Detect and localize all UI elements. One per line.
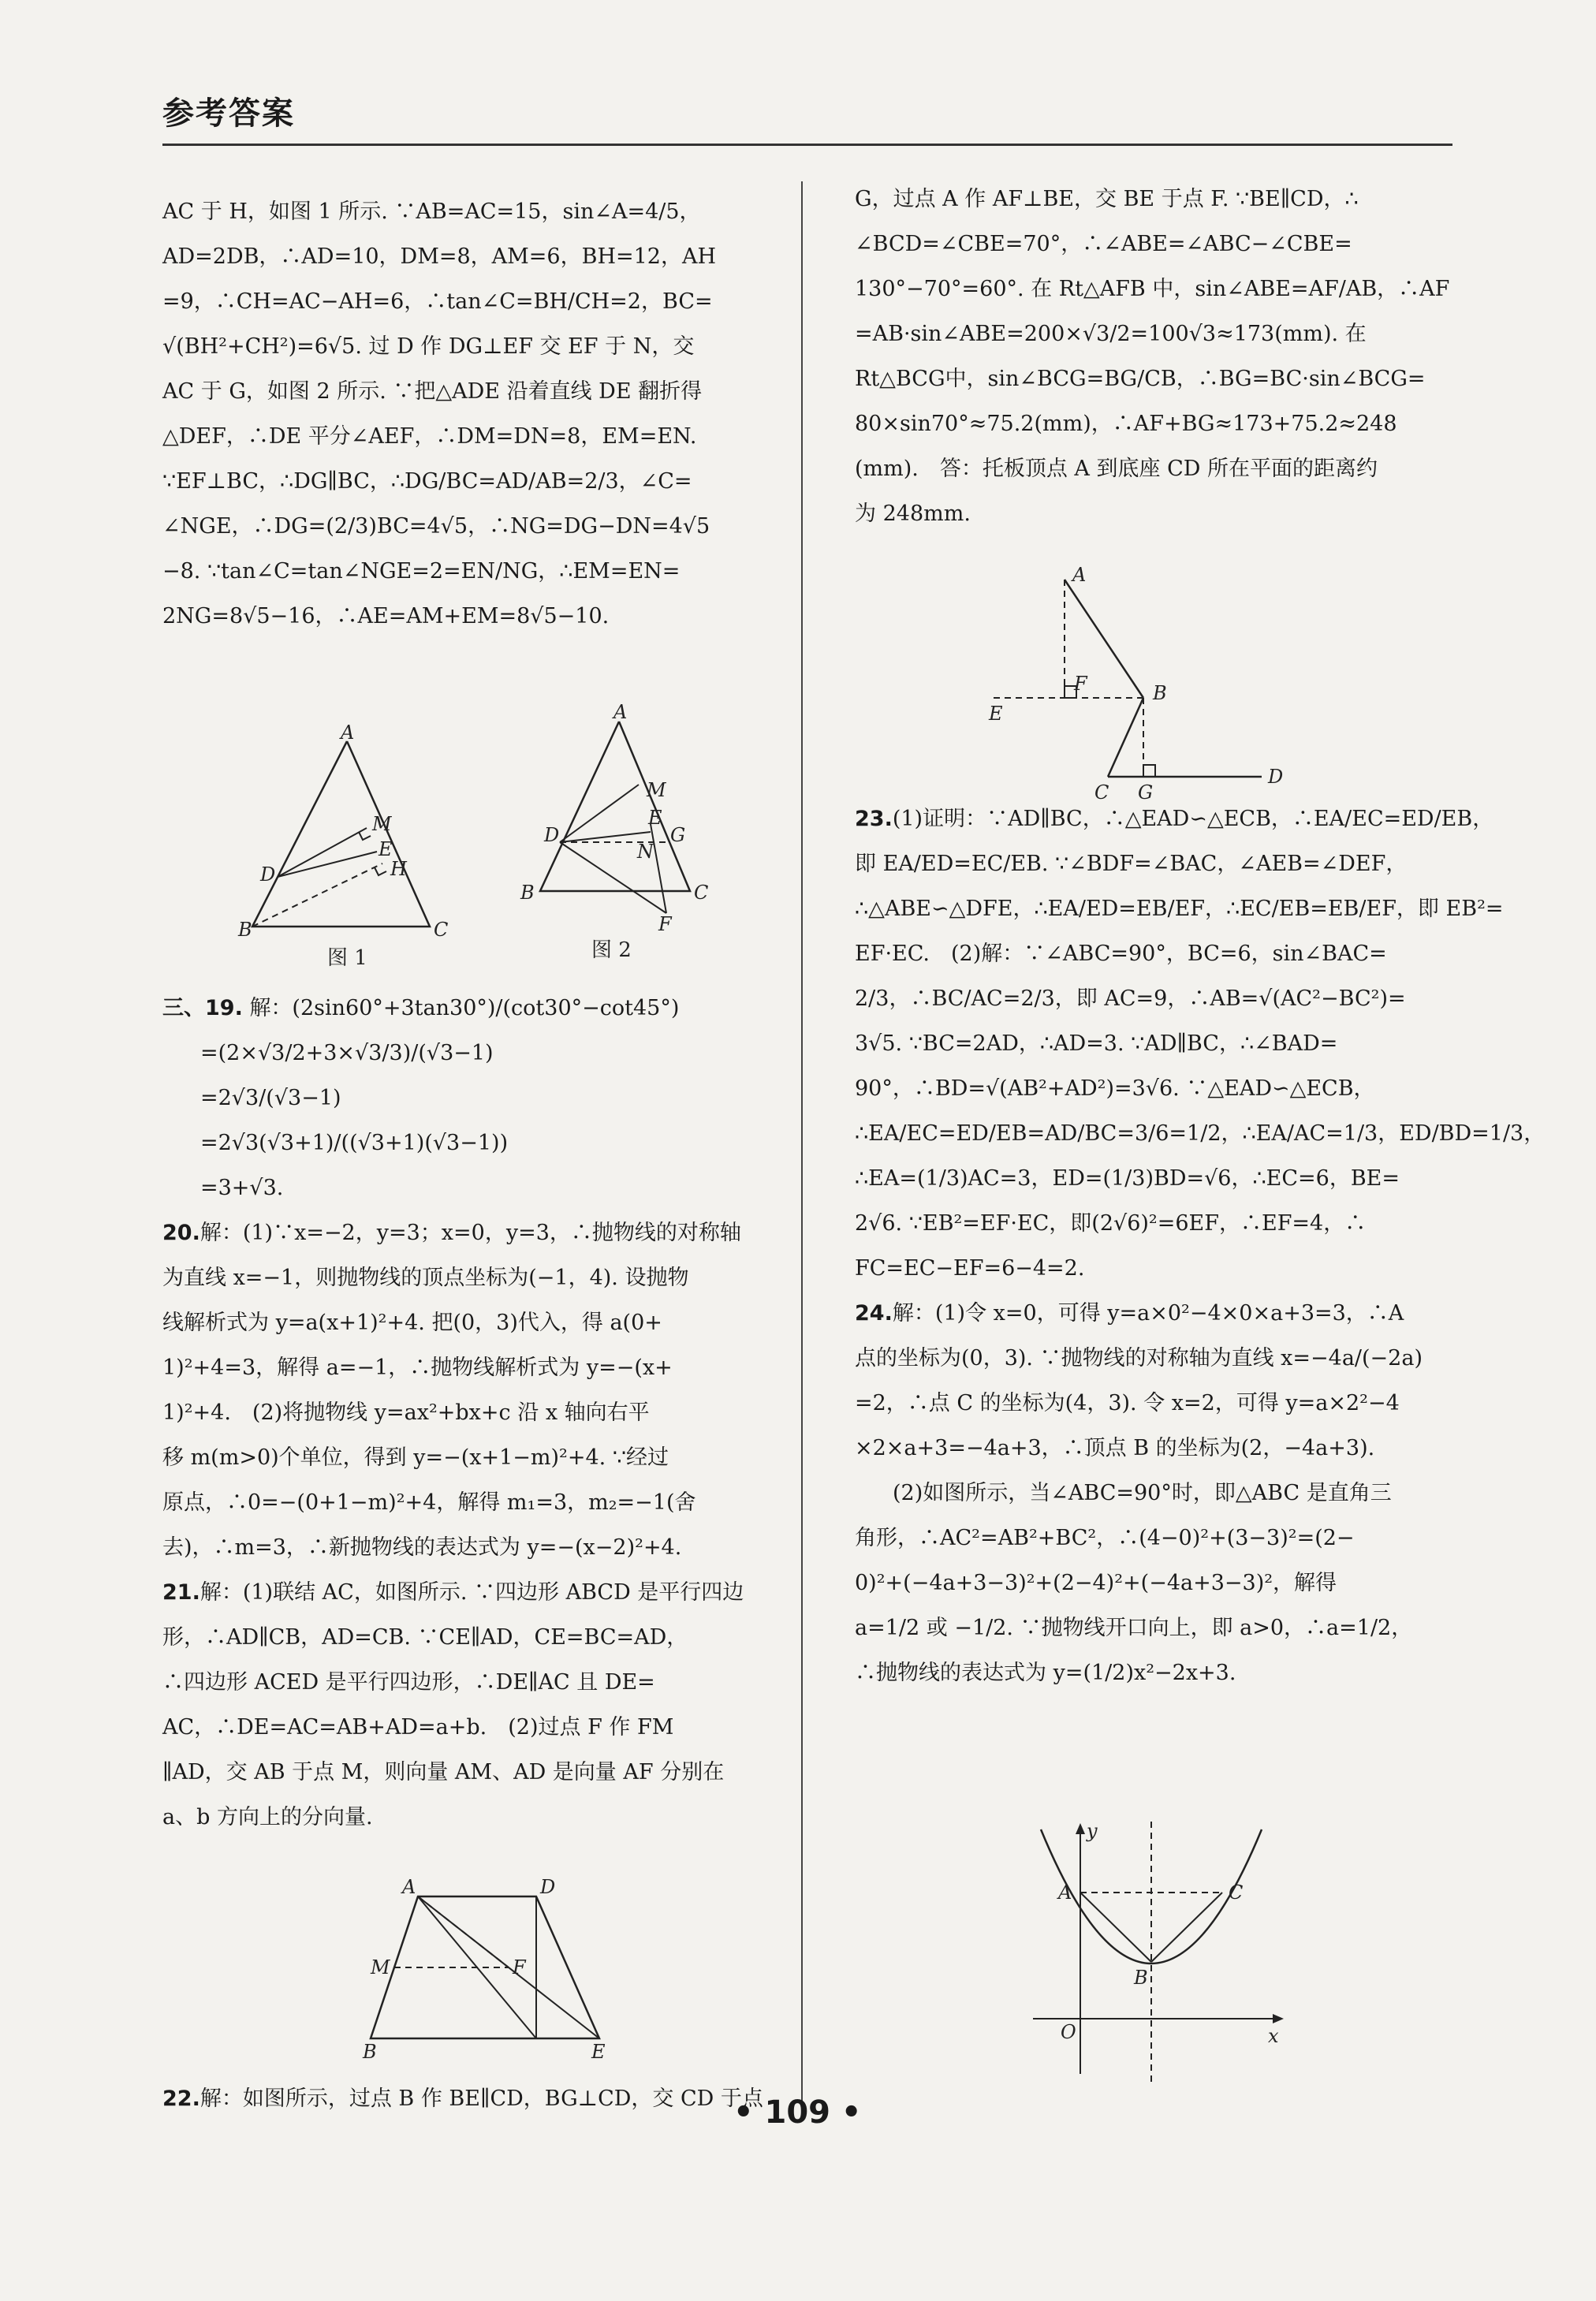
text-line: −8. ∵tan∠C=tan∠NGE=2=EN/NG，∴EM=EN=	[162, 559, 681, 584]
text-line: 为直线 x=−1，则抛物线的顶点坐标为(−1，4). 设抛物	[162, 1266, 689, 1290]
text-line: 角形，∴AC²=AB²+BC²，∴(4−0)²+(3−3)²=(2−	[855, 1526, 1355, 1550]
text-line: 线解析式为 y=a(x+1)²+4. 把(0，3)代入，得 a(0+	[162, 1311, 662, 1335]
text-line: 130°−70°=60°. 在 Rt△AFB 中，sin∠ABE=AF/AB，∴AF	[855, 277, 1450, 301]
fig2-label: F	[658, 913, 672, 935]
text-line: FC=EC−EF=6−4=2.	[855, 1256, 1085, 1281]
text-line: (mm). 答：托板顶点 A 到底座 CD 所在平面的距离约	[855, 457, 1378, 481]
text-line: 为 248mm.	[855, 502, 971, 526]
text-line: 80×sin70°≈75.2(mm)，∴AF+BG≈173+75.2≈248	[855, 412, 1397, 436]
text-line: △DEF，∴DE 平分∠AEF，∴DM=DN=8，EM=EN.	[162, 424, 697, 449]
left-column	[162, 189, 793, 2121]
fig24-label: O	[1061, 2021, 1076, 2043]
text-line: G，过点 A 作 AF⊥BE，交 BE 于点 F. ∵BE∥CD，∴	[855, 187, 1359, 211]
text-line: 1)²+4=3，解得 a=−1，∴抛物线解析式为 y=−(x+	[162, 1356, 673, 1380]
text-line: 0)²+(−4a+3−3)²+(2−4)²+(−4a+3−3)²，解得	[855, 1571, 1337, 1595]
fig2-label: E	[648, 807, 662, 829]
fig2-label: D	[544, 824, 560, 846]
figure-2	[513, 701, 733, 962]
fig24-label: B	[1134, 1967, 1148, 1989]
question-number: 24.	[855, 1301, 893, 1326]
text-line: =2√3(√3+1)/((√3+1)(√3−1))	[200, 1131, 509, 1155]
fig1-caption: 图 1	[327, 946, 367, 970]
fig2-label: G	[670, 824, 686, 846]
text-line: ×2×a+3=−4a+3，∴顶点 B 的坐标为(2，−4a+3).	[855, 1436, 1375, 1460]
text-line: =2√3/(√3−1)	[200, 1086, 341, 1110]
figure-21	[355, 1876, 639, 2063]
text-line: AC 于 H，如图 1 所示. ∵AB=AC=15，sin∠A=4/5，	[162, 200, 701, 224]
fig21-label: A	[402, 1876, 416, 1898]
text-line: a、b 方向上的分向量.	[162, 1805, 373, 1829]
fig2-caption: 图 2	[591, 938, 632, 962]
fig21-label: E	[591, 2041, 606, 2063]
fig1-label: M	[372, 813, 392, 835]
text-line: ∴抛物线的表达式为 y=(1/2)x²−2x+3.	[855, 1661, 1236, 1685]
right-column	[855, 177, 1546, 1695]
text-line: 解：(1)令 x=0，可得 y=a×0²−4×0×a+3=3，∴A	[892, 1301, 1404, 1326]
text-line: ∵EF⊥BC，∴DG∥BC，∴DG/BC=AD/AB=2/3，∠C=	[162, 469, 692, 494]
question-number: 23.	[855, 807, 893, 831]
fig24-label: C	[1229, 1881, 1244, 1904]
fig1-label: H	[390, 858, 407, 880]
text-line: ∴四边形 ACED 是平行四边形，∴DE∥AC 且 DE=	[162, 1670, 655, 1695]
fig22-label: F	[1074, 673, 1087, 695]
text-line: AD=2DB，∴AD=10，DM=8，AM=6，BH=12，AH	[162, 244, 717, 269]
text-line: 2/3，∴BC/AC=2/3，即 AC=9，∴AB=√(AC²−BC²)=	[855, 986, 1406, 1011]
text-line: =(2×√3/2+3×√3/3)/(√3−1)	[200, 1041, 494, 1065]
fig2-label: M	[647, 779, 666, 801]
fig24-label: x	[1268, 2025, 1279, 2047]
column-divider	[801, 181, 803, 2121]
fig1-label: A	[341, 722, 355, 744]
text-line: 解：如图所示，过点 B 作 BE∥CD，BG⊥CD，交 CD 于点	[200, 2087, 763, 2111]
fig2-label: N	[637, 841, 654, 863]
fig2-label: B	[520, 882, 535, 904]
text-line: 解：(1)联结 AC，如图所示. ∵四边形 ABCD 是平行四边	[200, 1580, 744, 1605]
fig1-label: E	[378, 838, 393, 860]
fig21-label: B	[363, 2041, 377, 2063]
fig22-label: A	[1072, 564, 1087, 586]
question-number: 22.	[162, 2087, 200, 2111]
header-rule	[162, 144, 1452, 146]
text-line: =9，∴CH=AC−AH=6，∴tan∠C=BH/CH=2，BC=	[162, 289, 713, 314]
text-line: 解：(1)∵x=−2，y=3；x=0，y=3，∴抛物线的对称轴	[200, 1221, 741, 1245]
fig21-label: F	[513, 1956, 526, 1978]
text-line: Rt△BCG中，sin∠BCG=BG/CB，∴BG=BC·sin∠BCG=	[855, 367, 1426, 391]
fig22-label: G	[1138, 781, 1154, 804]
text-line: ∴△ABE∽△DFE，∴EA/ED=EB/EF，∴EC/EB=EB/EF，即 EB²=	[855, 897, 1504, 921]
text-line: =2，∴点 C 的坐标为(4，3). 令 x=2，可得 y=a×2²−4	[855, 1391, 1400, 1415]
fig22-label: E	[989, 703, 1003, 725]
text-line: 2√6. ∵EB²=EF·EC，即(2√6)²=6EF，∴EF=4，∴	[855, 1211, 1367, 1236]
text-line: 3√5. ∵BC=2AD，∴AD=3. ∵AD∥BC，∴∠BAD=	[855, 1031, 1338, 1056]
text-line: (1)证明：∵AD∥BC，∴△EAD∽△ECB，∴EA/EC=ED/EB，	[892, 807, 1494, 831]
text-line: ∴EA/EC=ED/EB=AD/BC=3/6=1/2，∴EA/AC=1/3，ED/BD=1/3，	[855, 1121, 1546, 1146]
fig21-label: D	[540, 1876, 556, 1898]
text-line: =AB·sin∠ABE=200×√3/2=100√3≈173(mm). 在	[855, 322, 1367, 346]
text-line: 去)，∴m=3，∴新抛物线的表达式为 y=−(x−2)²+4.	[162, 1535, 682, 1560]
figure-1	[237, 722, 473, 970]
fig2-label: C	[694, 882, 709, 904]
fig22-label: B	[1153, 682, 1167, 704]
header-title: 参考答案	[162, 95, 295, 132]
text-line: a=1/2 或 −1/2. ∵抛物线开口向上，即 a>0，∴a=1/2，	[855, 1616, 1413, 1640]
fig22-label: D	[1268, 766, 1284, 788]
question-number: 20.	[162, 1221, 200, 1245]
text-line: 2NG=8√5−16，∴AE=AM+EM=8√5−10.	[162, 604, 610, 628]
fig22-label: C	[1094, 781, 1109, 804]
text-line: 移 m(m>0)个单位，得到 y=−(x+1−m)²+4. ∵经过	[162, 1445, 669, 1470]
question-number: 21.	[162, 1580, 200, 1605]
fig1-label: C	[434, 919, 449, 941]
text-line: 原点，∴0=−(0+1−m)²+4，解得 m₁=3，m₂=−1(舍	[162, 1490, 696, 1515]
text-line: AC 于 G，如图 2 所示. ∵把△ADE 沿着直线 DE 翻折得	[162, 379, 703, 404]
fig24-label: y	[1087, 1820, 1098, 1842]
text-line: 即 EA/ED=EC/EB. ∵∠BDF=∠BAC，∠AEB=∠DEF，	[855, 852, 1408, 876]
text-line: 点的坐标为(0，3). ∵抛物线的对称轴为直线 x=−4a/(−2a)	[855, 1346, 1423, 1371]
text-line: 90°，∴BD=√(AB²+AD²)=3√6. ∵△EAD∽△ECB，	[855, 1076, 1375, 1101]
figure-24	[1017, 1814, 1301, 2090]
text-line: 形，∴AD∥CB，AD=CB. ∵CE∥AD，CE=BC=AD，	[162, 1625, 688, 1650]
fig21-label: M	[371, 1956, 390, 1978]
text-line: EF·EC. (2)解：∵∠ABC=90°，BC=6，sin∠BAC=	[855, 942, 1387, 966]
text-line: ∥AD，交 AB 于点 M，则向量 AM、AD 是向量 AF 分别在	[162, 1760, 725, 1784]
text-line: (2)如图所示，当∠ABC=90°时，即△ABC 是直角三	[893, 1481, 1392, 1505]
text-line: 解：(2sin60°+3tan30°)/(cot30°−cot45°)	[249, 996, 680, 1020]
fig1-label: D	[260, 863, 276, 886]
text-line: √(BH²+CH²)=6√5. 过 D 作 DG⊥EF 交 EF 于 N，交	[162, 334, 695, 359]
text-line: ∠BCD=∠CBE=70°，∴∠ABE=∠ABC−∠CBE=	[855, 232, 1352, 256]
text-line: AC，∴DE=AC=AB+AD=a+b. (2)过点 F 作 FM	[162, 1715, 674, 1740]
text-line: 1)²+4. (2)将抛物线 y=ax²+bx+c 沿 x 轴向右平	[162, 1400, 650, 1425]
fig2-label: A	[613, 701, 628, 723]
text-line: =3+√3.	[200, 1176, 284, 1200]
fig1-label: B	[238, 919, 252, 941]
text-line: ∴EA=(1/3)AC=3，ED=(1/3)BD=√6，∴EC=6，BE=	[855, 1166, 1400, 1191]
fig24-label: A	[1058, 1881, 1072, 1904]
text-line: ∠NGE，∴DG=(2/3)BC=4√5，∴NG=DG−DN=4√5	[162, 514, 710, 539]
page-number: • 109 •	[733, 2094, 862, 2131]
figure-22	[978, 564, 1293, 804]
question-number: 三、19.	[162, 996, 243, 1020]
